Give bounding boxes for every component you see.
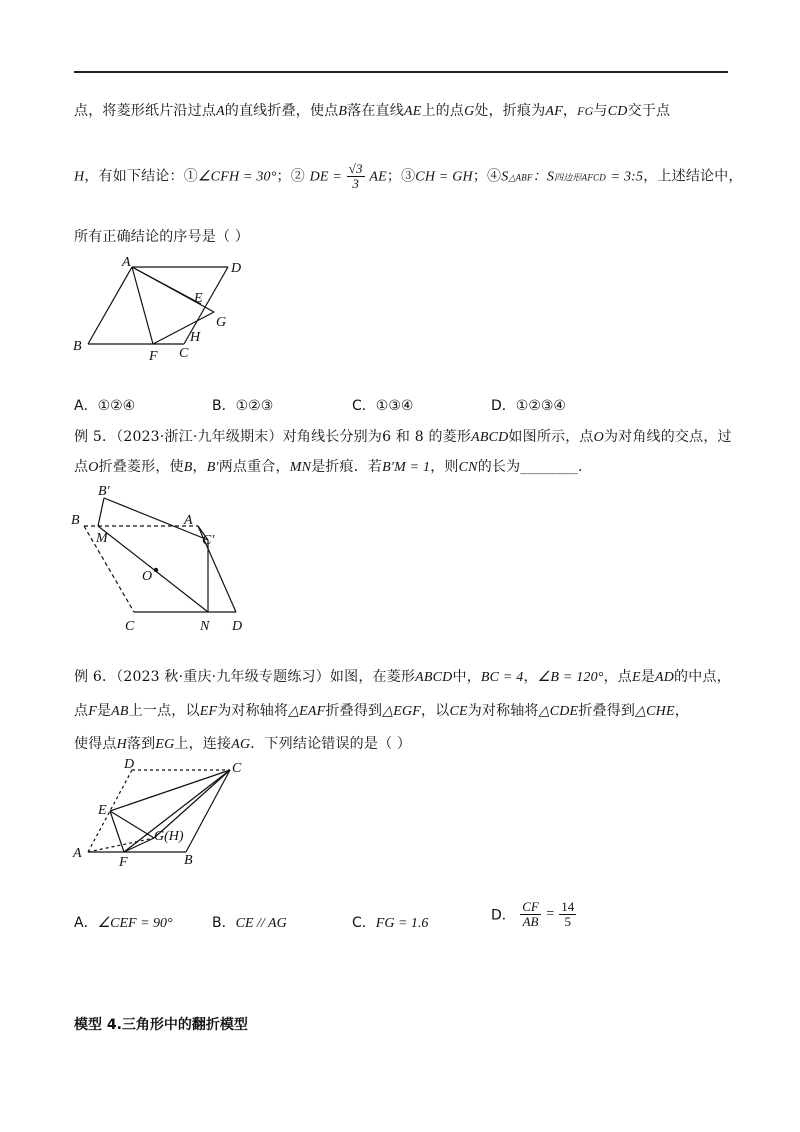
fig3-label-C: C (232, 761, 242, 776)
fourteen-fifths-fraction: $\frac{14}{5}$ (561, 899, 575, 929)
ex6-line1: 例 6．（2023 秋·重庆·九年级专题练习）如图，在菱形ABCD中，BC = 4，∠B = 120°，点E是AD的中点， (74, 669, 731, 685)
ex6-option-a[interactable]: A．∠CEF = 90° (74, 915, 173, 931)
fig2-label-D: D (232, 619, 243, 634)
p1-option-b[interactable]: B．①②③ (212, 398, 274, 414)
fig1-label-A: A (122, 255, 131, 270)
p1-option-d[interactable]: D．①②③④ (491, 398, 566, 414)
ex6-option-d[interactable]: D． $\frac{CF}{AB}$ = $\frac{14}{5}$ (491, 899, 575, 929)
p1-line2: H，有如下结论：①∠CFH = 30°；② DE = $\frac{√3}{3}$ AE；③CH = GH；④S△ABF：S四边形AFCD = 3:5，上述结论中， (74, 161, 743, 191)
p1-line3: 所有正确结论的序号是（ ） (74, 229, 250, 245)
fig1-label-E: E (194, 291, 203, 306)
figure-rhombus-fold-2 (68, 478, 258, 638)
section-heading: 模型 4.三角形中的翻折模型 (74, 1017, 248, 1033)
ex6-line2: 点F是AB上一点，以EF为对称轴将△EAF折叠得到△EGF，以CE为对称轴将△CDE折叠得到△CHE， (74, 703, 689, 719)
fig3-label-E: E (98, 803, 107, 818)
fig3-label-D: D (124, 757, 135, 772)
fig1-label-F: F (149, 349, 158, 364)
fig3-label-B: B (184, 853, 193, 868)
fig2-label-O: O (142, 569, 153, 584)
fig3-label-F: F (119, 855, 128, 870)
fig1-label-B: B (73, 339, 82, 354)
fig2-label-A: A (184, 513, 193, 528)
fig1-label-D: D (231, 261, 242, 276)
fig2-label-Bprime: B′ (98, 484, 110, 499)
ex5-line1: 例 5．（2023·浙江·九年级期末）对角线长分别为6 和 8 的菱形ABCD如图所示，点O为对角线的交点，过 (74, 429, 732, 445)
fig2-label-M: M (96, 531, 108, 546)
fig1-label-H: H (190, 330, 201, 345)
ex6-option-b[interactable]: B．CE // AG (212, 915, 287, 931)
p1-line1: 点，将菱形纸片沿过点A的直线折叠，使点B落在直线AE上的点G处，折痕为AF，FG与CD交于点 (74, 103, 671, 119)
fig2-label-B: B (71, 513, 80, 528)
fig2-label-N: N (200, 619, 210, 634)
p1-option-c[interactable]: C．①③④ (352, 398, 414, 414)
fig2-label-Cprime: C′ (202, 533, 215, 548)
fig2-label-C: C (125, 619, 135, 634)
ex6-line3: 使得点H落到EG上，连接AG．下列结论错误的是（ ） (74, 736, 412, 752)
fig1-label-C: C (179, 346, 189, 361)
ex5-line2: 点O折叠菱形，使B，B′两点重合，MN是折痕．若B′M = 1，则CN的长为________. (74, 459, 583, 475)
figure-rhombus-fold-3 (68, 754, 258, 870)
ex6-option-c[interactable]: C．FG = 1.6 (352, 915, 429, 931)
figure-rhombus-fold-1 (68, 254, 268, 364)
sqrt3-over-3-fraction: $\frac{√3}{3}$ (348, 161, 363, 191)
answer-blank[interactable]: ________ (520, 459, 578, 475)
top-rule (74, 71, 728, 73)
fig3-label-A: A (73, 846, 82, 861)
fig3-label-GH: G(H) (154, 829, 184, 844)
p1-option-a[interactable]: A．①②④ (74, 398, 136, 414)
cf-over-ab-fraction: $\frac{CF}{AB}$ (522, 899, 539, 929)
fig1-label-G: G (216, 315, 227, 330)
